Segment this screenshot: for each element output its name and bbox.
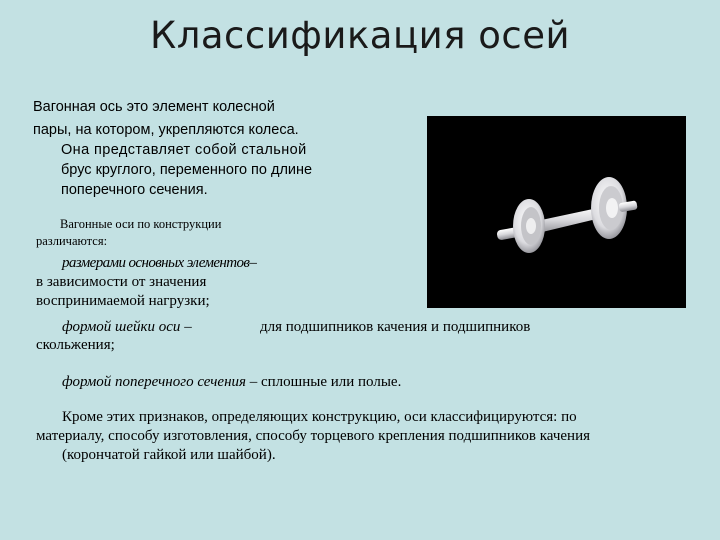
- criterion-size-line-2: в зависимости от значения: [36, 274, 207, 290]
- closing-line-1: Кроме этих признаков, определяющих конструкцию, оси классифицируются: по: [62, 409, 577, 425]
- intro-line-1: Вагонная ось это элемент колесной: [33, 99, 275, 115]
- wheelset-axle-photo: [427, 116, 686, 308]
- wheelset-axle-illustration: [427, 116, 686, 308]
- criterion-section-rest: – сплошные или полые.: [246, 374, 402, 390]
- closing-line-2: материалу, способу изготовления, способу торцевого крепления подшипников качения: [36, 428, 590, 444]
- criterion-neck-dash: –: [184, 319, 192, 335]
- intro-line-5: поперечного сечения.: [61, 182, 208, 198]
- criterion-section-line: [62, 373, 401, 392]
- criterion-size-italic: размерами основных элементов: [62, 255, 250, 271]
- closing-line-3: (корончатой гайкой или шайбой).: [62, 447, 276, 463]
- criterion-neck-italic: формой шейки оси: [62, 319, 181, 335]
- criterion-size-line-3: воспринимаемой нагрузки;: [36, 293, 210, 309]
- intro-line-4: брус круглого, переменного по длине: [61, 162, 313, 178]
- intro-line-3: Она представляет собой стальной: [61, 142, 307, 158]
- slide-title: Классификация осей: [149, 14, 571, 57]
- intro-line-2: пары, на котором, укрепляются колеса.: [33, 122, 299, 138]
- left-wheel-center: [526, 218, 536, 234]
- criterion-neck-tail: для подшипников качения и подшипников: [260, 319, 531, 335]
- criterion-neck-line-1: [62, 318, 192, 337]
- criterion-neck-line-2: скольжения;: [36, 337, 115, 353]
- criterion-section-italic: формой поперечного сечения: [62, 374, 246, 390]
- criterion-size-line-1: [62, 254, 257, 273]
- criterion-size-dash: –: [249, 255, 257, 271]
- right-wheel-center: [606, 198, 618, 218]
- construction-intro-line-2: различаются:: [36, 234, 108, 248]
- construction-intro-line-1: Вагонные оси по конструкции: [60, 217, 222, 231]
